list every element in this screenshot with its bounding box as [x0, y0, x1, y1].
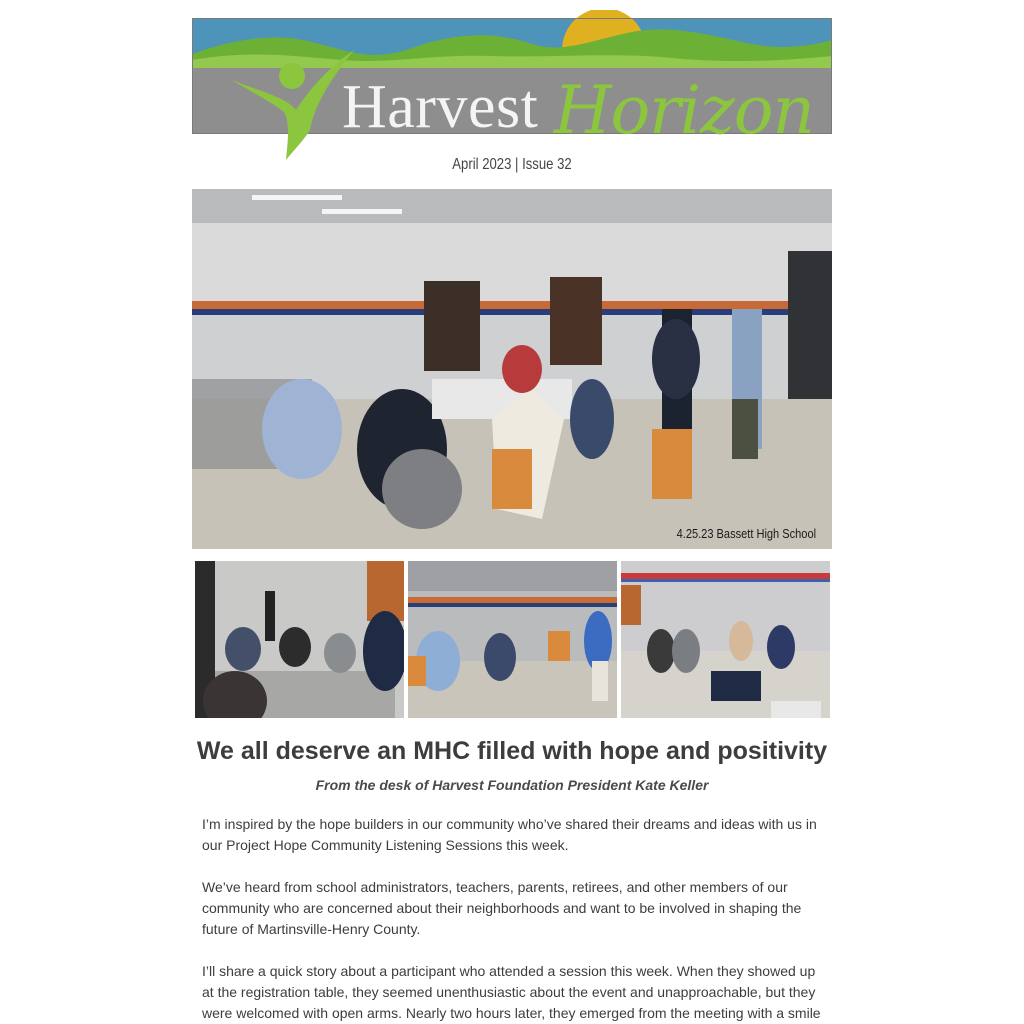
masthead-banner [192, 10, 832, 180]
photo-caption: 4.25.23 Bassett High School [676, 526, 816, 541]
photo-strip [195, 561, 831, 718]
article-headline: We all deserve an MHC filled with hope and positivity [196, 737, 828, 765]
thumb-photo-2 [408, 561, 617, 718]
article-paragraph-3: I’ll share a quick story about a participant who attended a session this week. When they showed up at the registration table, they seemed unenthusiastic about the event and unapproachable, but they were welcomed with open arms. Nearly two hours later, they emerged from the meeting with a smile [202, 963, 821, 1021]
brand-horizon: Horizon [554, 72, 814, 149]
classroom-photo [192, 189, 832, 549]
article-paragraph-1: I’m inspired by the hope builders in our community who’ve shared their dreams and ideas with us in our Project Hope Community Listening Sessions this week. [202, 816, 817, 853]
thumb-photo-1 [195, 561, 404, 718]
brand-harvest: Harvest [342, 73, 539, 141]
main-photo [192, 189, 832, 549]
issue-line: April 2023 | Issue 32 [452, 156, 572, 173]
article-byline: From the desk of Harvest Foundation President Kate Keller [315, 777, 709, 793]
article-paragraph-2: We’ve heard from school administrators, teachers, parents, retirees, and other members of our community who are concerned about their neighborhoods and want to be involved in shaping the future of Martinsville-Henry County. [202, 879, 802, 937]
thumb-photo-3 [621, 561, 830, 718]
